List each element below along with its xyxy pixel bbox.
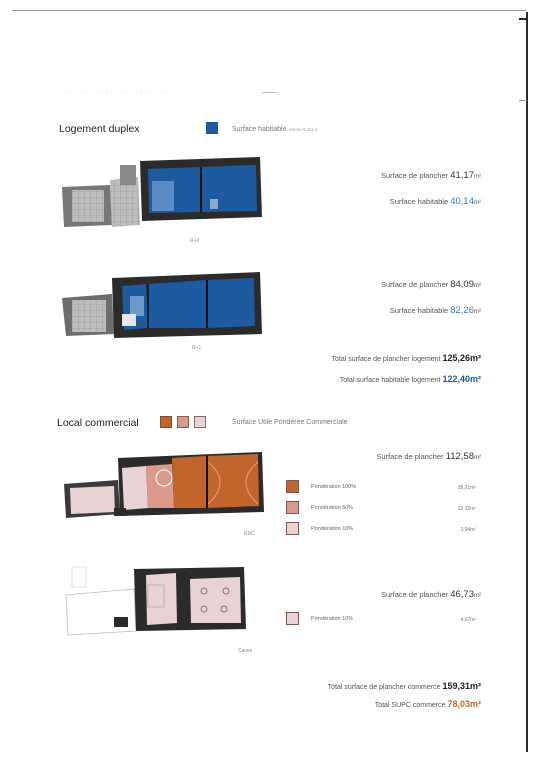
plan-rdc-label: RDC (244, 531, 255, 537)
rdc-pond-100-value: 38,21m² (457, 485, 476, 491)
commercial-title: Local commercial (57, 417, 139, 429)
page-side-mark (519, 100, 527, 101)
plan-caves-label: Caves (238, 648, 253, 654)
r1-habitable-label: Surface habitable (389, 306, 449, 315)
r1-habitable (390, 305, 481, 316)
total-plancher-logement (332, 353, 481, 363)
rdc-pond-100-label: Pondération 100% (311, 484, 357, 490)
total-plancher-commerce-value: 159,31m² (442, 681, 481, 691)
plan-r1-label: R+1 (192, 345, 202, 351)
page-right-border (526, 12, 528, 752)
habitable-legend-swatch (206, 122, 218, 134)
duplex-title: Logement duplex (59, 123, 140, 135)
plan-rdc (62, 448, 272, 528)
habitable-legend-label: Surface habitable (232, 126, 287, 133)
faded-header-rule (262, 92, 278, 93)
caves-pond-10-swatch (286, 612, 299, 625)
r2-plancher-unit: m² (474, 174, 481, 180)
rdc-plancher-unit: m² (474, 455, 481, 461)
caves-plancher-label: Surface de plancher (380, 590, 449, 599)
rdc-plancher-value: 112,58 (445, 451, 474, 462)
rdc-pond-50-swatch (286, 501, 299, 514)
weight-50-legend-swatch (177, 416, 189, 428)
total-plancher-logement-label: Total surface de plancher logement (331, 356, 441, 363)
total-plancher-logement-value: 125,26m² (442, 353, 481, 363)
total-habitable-logement-value: 122,40m² (442, 374, 481, 384)
r1-plancher-unit: m² (474, 283, 481, 289)
r2-plancher-label: Surface de plancher (380, 171, 449, 180)
caves-plancher-value: 46,73 (450, 589, 474, 600)
habitable-legend (232, 126, 318, 133)
supc-legend-label: Surface Utile Pondérée Commerciale (232, 419, 348, 426)
plan-caves (64, 565, 254, 645)
total-habitable-logement (340, 374, 481, 384)
caves-plancher-unit: m² (474, 593, 481, 599)
plan-r2-label: R+2 (190, 238, 200, 244)
caves-pond-10-value: 4,67m² (460, 617, 476, 623)
r2-plancher (381, 170, 481, 181)
r2-plancher-value: 41,17 (450, 170, 474, 181)
rdc-plancher-label: Surface de plancher (376, 452, 444, 461)
rdc-pond-50-value: 12,32m² (457, 506, 476, 512)
caves-pond-10-label: Pondération 10% (311, 616, 354, 622)
r2-habitable-label: Surface habitable (389, 197, 449, 206)
r2-habitable-value: 40,14 (450, 196, 474, 207)
rdc-plancher (376, 451, 481, 462)
r1-plancher-label: Surface de plancher (380, 280, 449, 289)
rdc-pond-10-swatch (286, 522, 299, 535)
rdc-pond-100-swatch (286, 480, 299, 493)
faded-header-text: · · · · · · · · · · · · · · · · · · · · · · · · (60, 90, 179, 96)
rdc-pond-50-label: Pondération 50% (311, 505, 354, 511)
habitable-legend-sub: Article R.111-2 (288, 127, 318, 132)
total-plancher-commerce (328, 681, 481, 691)
weight-10-legend-swatch (194, 416, 206, 428)
r2-habitable-unit: m² (474, 200, 481, 206)
page-corner-mark (519, 18, 527, 20)
total-habitable-logement-label: Total surface habitable logement (339, 377, 441, 384)
weight-100-legend-swatch (160, 416, 172, 428)
r1-habitable-value: 82,26 (450, 305, 474, 316)
r1-habitable-unit: m² (474, 309, 481, 315)
rdc-pond-10-value: 3,94m² (460, 527, 476, 533)
r2-habitable (390, 196, 481, 207)
plan-r2 (60, 155, 270, 240)
total-supc-commerce-value: 78,03m² (447, 699, 481, 709)
page-top-border (12, 10, 526, 11)
total-supc-commerce (375, 699, 481, 709)
rdc-pond-10-label: Pondération 10% (311, 526, 354, 532)
plan-r1 (60, 268, 270, 348)
total-plancher-commerce-label: Total surface de plancher commerce (327, 684, 441, 691)
r1-plancher (381, 279, 481, 290)
caves-plancher (381, 589, 481, 600)
total-supc-commerce-label: Total SUPC commerce (374, 702, 446, 709)
r1-plancher-value: 84,09 (450, 279, 474, 290)
